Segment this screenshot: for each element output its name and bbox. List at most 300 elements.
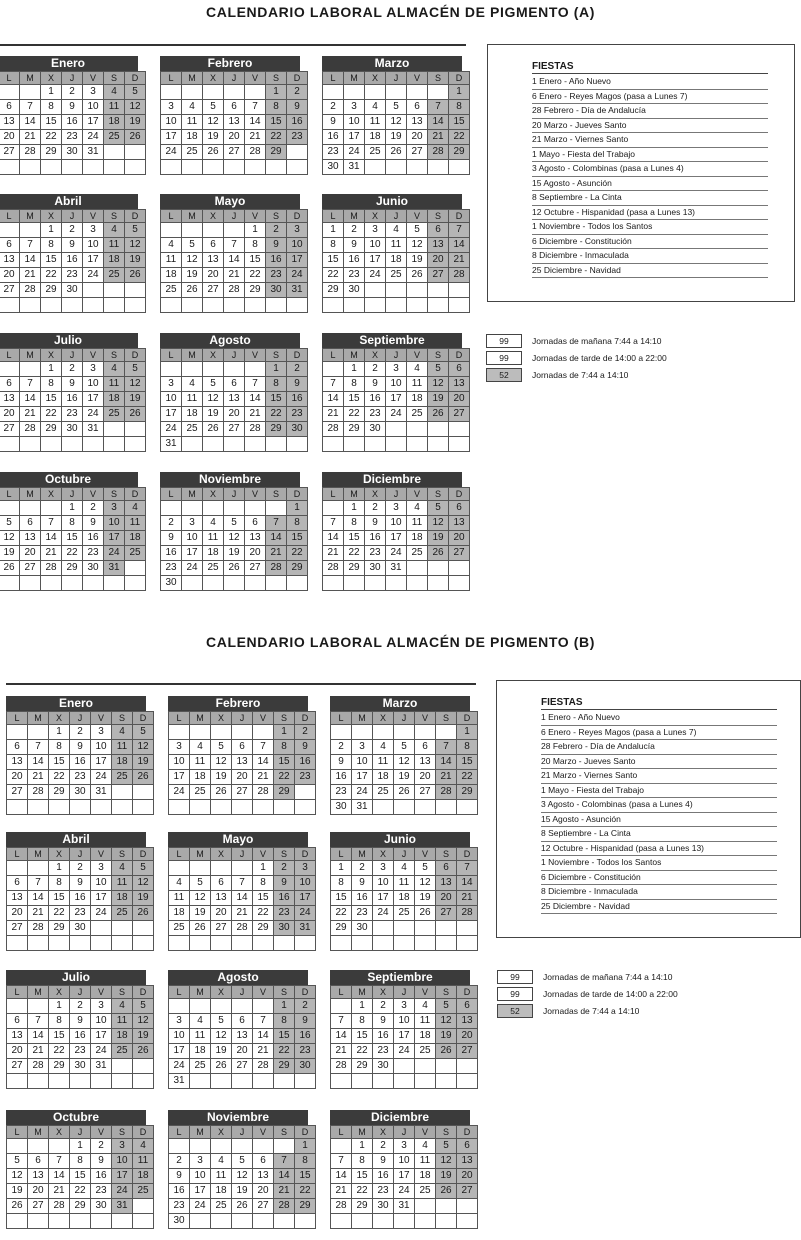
weekday-label: V — [253, 712, 274, 725]
month-grid — [330, 985, 478, 1089]
day-cell: 29 — [344, 422, 365, 437]
day-cell: 2 — [83, 501, 104, 516]
empty-cell — [373, 725, 394, 740]
day-cell: 23 — [62, 268, 83, 283]
day-cell: 7 — [245, 377, 266, 392]
day-cell: 5 — [0, 516, 20, 531]
day-cell: 16 — [70, 891, 91, 906]
day-cell: 10 — [352, 755, 373, 770]
day-cell: 13 — [232, 1029, 253, 1044]
empty-cell — [28, 800, 49, 815]
weekday-label: J — [386, 72, 407, 85]
day-cell: 23 — [91, 1184, 112, 1199]
day-cell: 26 — [125, 407, 146, 422]
fiesta-item: 28 Febrero - Día de Andalucía — [541, 740, 777, 755]
legend-row — [497, 1003, 678, 1019]
day-cell: 1 — [41, 362, 62, 377]
empty-cell — [373, 936, 394, 951]
day-cell: 7 — [232, 876, 253, 891]
empty-cell — [352, 936, 373, 951]
weekday-label: L — [7, 712, 28, 725]
empty-cell — [182, 437, 203, 452]
day-cell: 15 — [49, 891, 70, 906]
empty-cell — [83, 437, 104, 452]
empty-cell — [386, 85, 407, 100]
day-cell: 30 — [70, 785, 91, 800]
empty-cell — [70, 936, 91, 951]
empty-cell — [415, 1074, 436, 1089]
fiesta-item: 1 Mayo - Fiesta del Trabajo — [541, 784, 777, 799]
day-cell: 14 — [266, 531, 287, 546]
day-cell: 12 — [232, 1169, 253, 1184]
legend-count: 52 — [497, 1004, 533, 1018]
day-cell: 18 — [373, 770, 394, 785]
day-cell: 17 — [91, 891, 112, 906]
day-cell: 2 — [70, 861, 91, 876]
day-cell: 1 — [274, 999, 295, 1014]
day-cell: 26 — [415, 906, 436, 921]
fiesta-item: 1 Enero - Año Nuevo — [532, 75, 768, 90]
day-cell: 8 — [323, 238, 344, 253]
day-cell: 16 — [373, 1029, 394, 1044]
day-cell: 2 — [295, 725, 316, 740]
empty-cell — [203, 362, 224, 377]
day-cell: 11 — [203, 531, 224, 546]
day-cell: 23 — [70, 906, 91, 921]
month-grid — [322, 348, 470, 452]
weekday-label: S — [274, 986, 295, 999]
fiesta-item: 25 Diciembre - Navidad — [541, 900, 777, 915]
weekday-label: J — [386, 488, 407, 501]
weekday-label: V — [415, 986, 436, 999]
day-cell: 28 — [274, 1199, 295, 1214]
empty-cell — [41, 576, 62, 591]
empty-cell — [62, 298, 83, 313]
weekday-label: X — [49, 1126, 70, 1139]
day-cell: 16 — [266, 253, 287, 268]
day-cell: 2 — [373, 999, 394, 1014]
empty-cell — [7, 1074, 28, 1089]
weekday-label: J — [394, 1126, 415, 1139]
month-grid — [0, 487, 146, 591]
day-cell: 1 — [266, 85, 287, 100]
fiesta-item: 1 Noviembre - Todos los Santos — [532, 220, 768, 235]
empty-cell — [203, 85, 224, 100]
month-enero — [6, 696, 149, 815]
day-cell: 10 — [394, 1014, 415, 1029]
day-cell: 10 — [91, 1014, 112, 1029]
weekday-label: J — [62, 488, 83, 501]
day-cell: 2 — [274, 861, 295, 876]
empty-cell — [70, 1074, 91, 1089]
empty-cell — [373, 800, 394, 815]
empty-cell — [344, 85, 365, 100]
day-cell: 15 — [331, 891, 352, 906]
day-cell: 4 — [104, 223, 125, 238]
fiesta-item: 28 Febrero - Día de Andalucía — [532, 104, 768, 119]
day-cell: 7 — [20, 377, 41, 392]
weekday-label: V — [245, 72, 266, 85]
day-cell: 22 — [274, 770, 295, 785]
day-cell: 4 — [104, 362, 125, 377]
day-cell: 6 — [203, 238, 224, 253]
day-cell: 3 — [373, 861, 394, 876]
legend-text: Jornadas de 7:44 a 14:10 — [532, 370, 629, 380]
day-cell: 2 — [295, 999, 316, 1014]
day-cell: 29 — [344, 561, 365, 576]
day-cell: 28 — [323, 561, 344, 576]
empty-cell — [449, 437, 470, 452]
weekday-label: S — [112, 1126, 133, 1139]
weekday-label: V — [253, 848, 274, 861]
empty-cell — [415, 1059, 436, 1074]
day-cell: 9 — [352, 876, 373, 891]
empty-cell — [323, 85, 344, 100]
day-cell: 13 — [457, 1014, 478, 1029]
day-cell: 9 — [161, 531, 182, 546]
weekday-label: X — [41, 72, 62, 85]
day-cell: 15 — [274, 755, 295, 770]
month-name: Enero — [6, 696, 146, 711]
day-cell: 11 — [125, 516, 146, 531]
empty-cell — [449, 576, 470, 591]
month-octubre — [0, 472, 141, 591]
empty-cell — [436, 1199, 457, 1214]
empty-cell — [407, 298, 428, 313]
day-cell: 25 — [415, 1044, 436, 1059]
day-cell: 29 — [49, 785, 70, 800]
month-febrero — [160, 56, 303, 175]
day-cell: 11 — [415, 1014, 436, 1029]
weekday-label: V — [415, 1126, 436, 1139]
empty-cell — [373, 1214, 394, 1229]
day-cell: 3 — [91, 861, 112, 876]
month-name: Agosto — [160, 333, 300, 348]
fiesta-item: 6 Enero - Reyes Magos (pasa a Lunes 7) — [532, 90, 768, 105]
day-cell: 20 — [0, 407, 20, 422]
month-julio — [6, 970, 149, 1089]
day-cell: 21 — [245, 130, 266, 145]
day-cell: 6 — [0, 100, 20, 115]
day-cell: 18 — [407, 392, 428, 407]
empty-cell — [169, 1139, 190, 1154]
empty-cell — [91, 1214, 112, 1229]
day-cell: 10 — [169, 1029, 190, 1044]
day-cell: 9 — [70, 876, 91, 891]
weekday-label: S — [274, 848, 295, 861]
empty-cell — [428, 437, 449, 452]
day-cell: 14 — [323, 531, 344, 546]
day-cell: 15 — [266, 392, 287, 407]
weekday-label: V — [407, 210, 428, 223]
weekday-label: S — [266, 488, 287, 501]
empty-cell — [394, 936, 415, 951]
month-name: Junio — [322, 194, 462, 209]
day-cell: 16 — [62, 392, 83, 407]
day-cell: 2 — [352, 861, 373, 876]
weekday-label: X — [373, 986, 394, 999]
day-cell: 10 — [112, 1154, 133, 1169]
day-cell: 4 — [112, 999, 133, 1014]
day-cell: 11 — [169, 891, 190, 906]
empty-cell — [169, 861, 190, 876]
day-cell: 13 — [232, 755, 253, 770]
weekday-label: L — [331, 712, 352, 725]
day-cell: 23 — [373, 1044, 394, 1059]
weekday-label: X — [373, 848, 394, 861]
empty-cell — [41, 298, 62, 313]
weekday-label: V — [253, 986, 274, 999]
empty-cell — [232, 1074, 253, 1089]
day-cell: 18 — [211, 1184, 232, 1199]
empty-cell — [224, 362, 245, 377]
day-cell: 22 — [70, 1184, 91, 1199]
weekday-label: M — [28, 1126, 49, 1139]
day-cell: 23 — [62, 407, 83, 422]
day-cell: 23 — [323, 145, 344, 160]
fiesta-item: 1 Mayo - Fiesta del Trabajo — [532, 148, 768, 163]
day-cell: 15 — [323, 253, 344, 268]
day-cell: 6 — [0, 377, 20, 392]
weekday-label: J — [386, 210, 407, 223]
day-cell: 22 — [41, 407, 62, 422]
empty-cell — [407, 437, 428, 452]
weekday-label: L — [323, 349, 344, 362]
weekday-label: M — [28, 712, 49, 725]
day-cell: 13 — [436, 876, 457, 891]
fiesta-item: 6 Diciembre - Constitución — [532, 235, 768, 250]
day-cell: 17 — [295, 891, 316, 906]
day-cell: 17 — [344, 130, 365, 145]
day-cell: 27 — [0, 422, 20, 437]
empty-cell — [7, 1214, 28, 1229]
weekday-label: V — [407, 488, 428, 501]
day-cell: 12 — [133, 876, 154, 891]
weekday-label: S — [436, 712, 457, 725]
day-cell: 21 — [232, 906, 253, 921]
day-cell: 21 — [224, 268, 245, 283]
day-cell: 1 — [49, 999, 70, 1014]
empty-cell — [41, 160, 62, 175]
day-cell: 24 — [182, 561, 203, 576]
legend-row — [486, 367, 667, 383]
day-cell: 23 — [365, 546, 386, 561]
weekday-label: L — [323, 488, 344, 501]
day-cell: 9 — [287, 100, 308, 115]
day-cell: 17 — [169, 770, 190, 785]
day-cell: 1 — [287, 501, 308, 516]
empty-cell — [266, 437, 287, 452]
day-cell: 16 — [169, 1184, 190, 1199]
day-cell: 7 — [331, 1154, 352, 1169]
day-cell: 17 — [386, 531, 407, 546]
weekday-label: S — [112, 986, 133, 999]
day-cell: 17 — [104, 531, 125, 546]
day-cell: 17 — [394, 1169, 415, 1184]
day-cell: 8 — [266, 377, 287, 392]
legend-row — [497, 969, 678, 985]
day-cell: 4 — [211, 1154, 232, 1169]
day-cell: 4 — [112, 725, 133, 740]
day-cell: 28 — [253, 1059, 274, 1074]
weekday-label: J — [62, 72, 83, 85]
empty-cell — [112, 921, 133, 936]
month-grid — [160, 209, 308, 313]
empty-cell — [211, 1214, 232, 1229]
day-cell: 23 — [352, 906, 373, 921]
weekday-label: L — [331, 848, 352, 861]
empty-cell — [449, 561, 470, 576]
empty-cell — [125, 561, 146, 576]
month-grid — [168, 711, 316, 815]
empty-cell — [407, 561, 428, 576]
day-cell: 31 — [386, 561, 407, 576]
empty-cell — [104, 145, 125, 160]
day-cell: 4 — [415, 999, 436, 1014]
day-cell: 5 — [203, 100, 224, 115]
empty-cell — [161, 223, 182, 238]
empty-cell — [211, 861, 232, 876]
month-grid — [6, 1125, 154, 1229]
day-cell: 6 — [457, 999, 478, 1014]
day-cell: 16 — [331, 770, 352, 785]
month-grid — [322, 209, 470, 313]
day-cell: 2 — [266, 223, 287, 238]
day-cell: 30 — [70, 921, 91, 936]
day-cell: 8 — [344, 516, 365, 531]
day-cell: 16 — [70, 755, 91, 770]
day-cell: 30 — [295, 1059, 316, 1074]
day-cell: 8 — [331, 876, 352, 891]
month-grid — [160, 348, 308, 452]
empty-cell — [386, 576, 407, 591]
day-cell: 10 — [91, 876, 112, 891]
day-cell: 10 — [169, 755, 190, 770]
day-cell: 23 — [295, 1044, 316, 1059]
day-cell: 3 — [344, 100, 365, 115]
day-cell: 3 — [365, 223, 386, 238]
month-julio — [0, 333, 141, 452]
day-cell: 2 — [323, 100, 344, 115]
empty-cell — [331, 936, 352, 951]
day-cell: 6 — [415, 740, 436, 755]
empty-cell — [104, 283, 125, 298]
weekday-label: S — [274, 712, 295, 725]
day-cell: 6 — [224, 100, 245, 115]
month-abril — [0, 194, 141, 313]
empty-cell — [133, 1214, 154, 1229]
empty-cell — [295, 1074, 316, 1089]
empty-cell — [245, 362, 266, 377]
day-cell: 19 — [394, 770, 415, 785]
day-cell: 14 — [28, 1029, 49, 1044]
weekday-label: M — [28, 848, 49, 861]
weekday-label: V — [245, 210, 266, 223]
fiesta-item: 8 Diciembre - Inmaculada — [532, 249, 768, 264]
day-cell: 10 — [182, 531, 203, 546]
day-cell: 7 — [20, 100, 41, 115]
weekday-label: D — [287, 72, 308, 85]
day-cell: 20 — [232, 770, 253, 785]
legend-text: Jornadas de mañana 7:44 a 14:10 — [543, 972, 673, 982]
day-cell: 14 — [449, 238, 470, 253]
empty-cell — [232, 861, 253, 876]
empty-cell — [112, 1214, 133, 1229]
weekday-label: M — [20, 349, 41, 362]
empty-cell — [20, 85, 41, 100]
day-cell: 17 — [83, 392, 104, 407]
day-cell: 20 — [457, 1029, 478, 1044]
month-noviembre — [160, 472, 303, 591]
empty-cell — [323, 576, 344, 591]
empty-cell — [49, 1214, 70, 1229]
day-cell: 23 — [365, 407, 386, 422]
day-cell: 11 — [161, 253, 182, 268]
empty-cell — [41, 501, 62, 516]
day-cell: 22 — [49, 770, 70, 785]
day-cell: 10 — [295, 876, 316, 891]
day-cell: 26 — [394, 785, 415, 800]
day-cell: 14 — [232, 891, 253, 906]
day-cell: 23 — [344, 268, 365, 283]
day-cell: 19 — [407, 253, 428, 268]
day-cell: 29 — [274, 785, 295, 800]
day-cell: 7 — [323, 377, 344, 392]
legend-a — [486, 333, 667, 384]
day-cell: 20 — [0, 268, 20, 283]
day-cell: 15 — [457, 755, 478, 770]
weekday-label: J — [232, 712, 253, 725]
day-cell: 13 — [203, 253, 224, 268]
fiesta-item: 15 Agosto - Asunción — [532, 177, 768, 192]
day-cell: 20 — [203, 268, 224, 283]
day-cell: 9 — [266, 238, 287, 253]
day-cell: 12 — [224, 531, 245, 546]
day-cell: 18 — [112, 755, 133, 770]
day-cell: 16 — [62, 253, 83, 268]
empty-cell — [266, 160, 287, 175]
empty-cell — [365, 298, 386, 313]
empty-cell — [365, 283, 386, 298]
day-cell: 21 — [20, 268, 41, 283]
weekday-label: J — [70, 712, 91, 725]
legend-count: 99 — [497, 987, 533, 1001]
day-cell: 3 — [104, 501, 125, 516]
day-cell: 22 — [287, 546, 308, 561]
weekday-label: D — [287, 210, 308, 223]
day-cell: 18 — [104, 392, 125, 407]
day-cell: 28 — [49, 1199, 70, 1214]
day-cell: 5 — [125, 223, 146, 238]
day-cell: 7 — [224, 238, 245, 253]
day-cell: 8 — [344, 377, 365, 392]
day-cell: 1 — [295, 1139, 316, 1154]
empty-cell — [133, 936, 154, 951]
day-cell: 13 — [224, 392, 245, 407]
day-cell: 11 — [182, 392, 203, 407]
day-cell: 17 — [161, 130, 182, 145]
day-cell: 17 — [182, 546, 203, 561]
day-cell: 6 — [245, 516, 266, 531]
day-cell: 8 — [49, 1014, 70, 1029]
month-grid — [160, 487, 308, 591]
day-cell: 17 — [169, 1044, 190, 1059]
day-cell: 18 — [182, 130, 203, 145]
empty-cell — [182, 160, 203, 175]
day-cell: 30 — [352, 921, 373, 936]
empty-cell — [161, 160, 182, 175]
day-cell: 9 — [70, 1014, 91, 1029]
